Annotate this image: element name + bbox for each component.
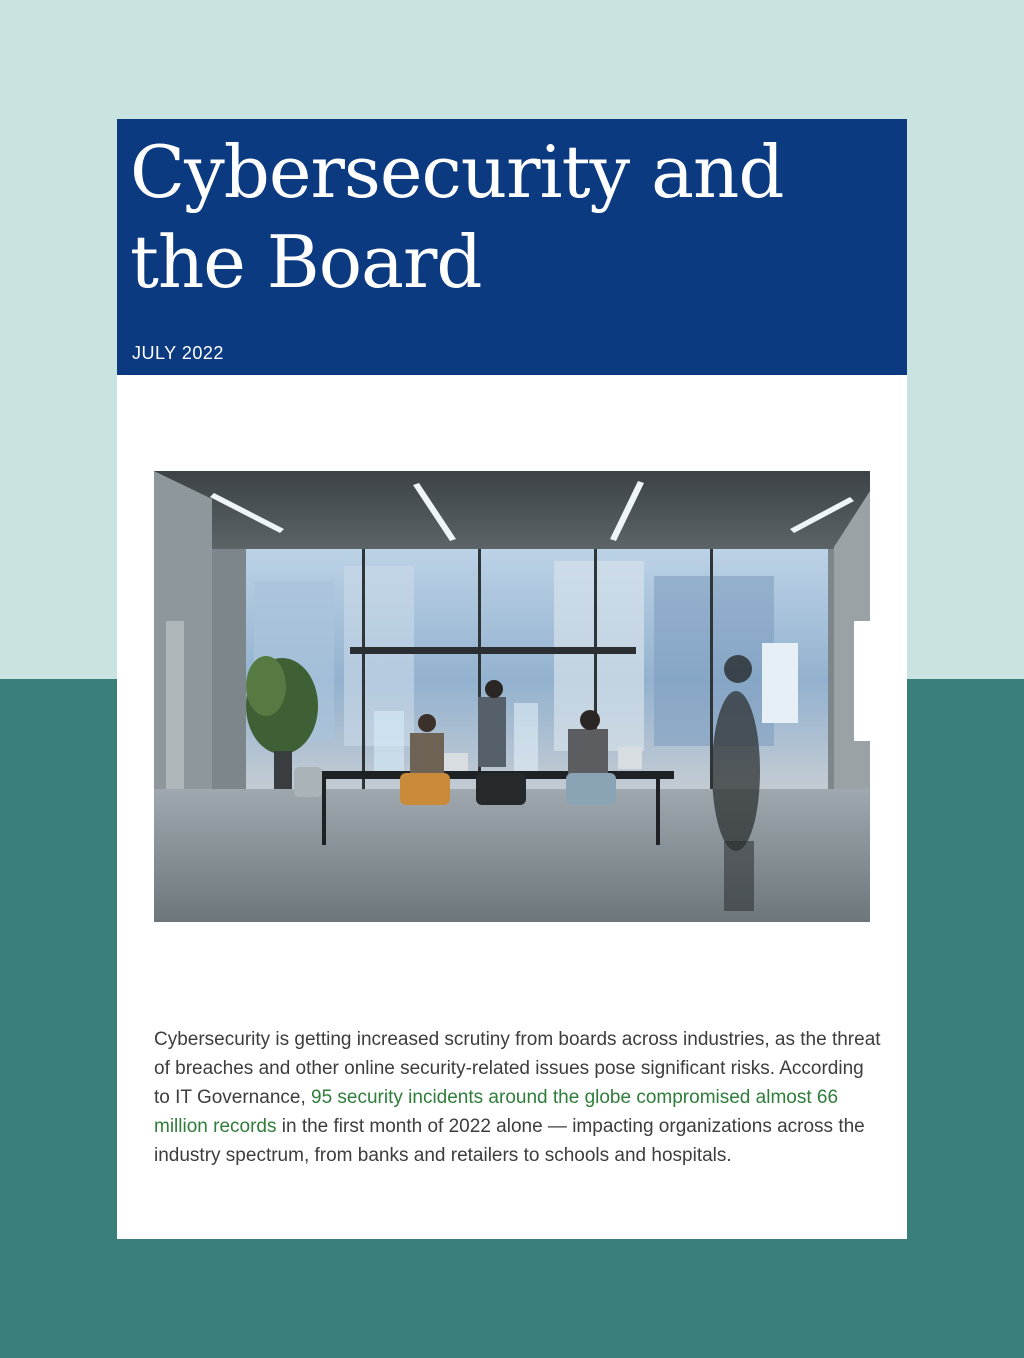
office-meeting-photo	[154, 471, 870, 922]
article-body	[154, 1025, 884, 1170]
article-title: Cybersecurity and the Board	[130, 130, 784, 304]
body-text-conclusion: in the first month of 2022 alone — impacting organizations across the industry spectrum, from banks and retailers to schools and hospitals.	[154, 1116, 865, 1166]
article-header	[117, 119, 907, 375]
article-card	[117, 119, 907, 1239]
body-text-intro: Cybersecurity is getting increased scrutiny from boards across industries, as the threat of breaches and other online security-related issues pose significant risks. According to IT Governance,	[154, 1029, 881, 1108]
article-date: JULY 2022	[132, 343, 224, 363]
security-incidents-link[interactable]: 95 security incidents around the globe compromised almost 66 million records	[154, 1087, 839, 1137]
